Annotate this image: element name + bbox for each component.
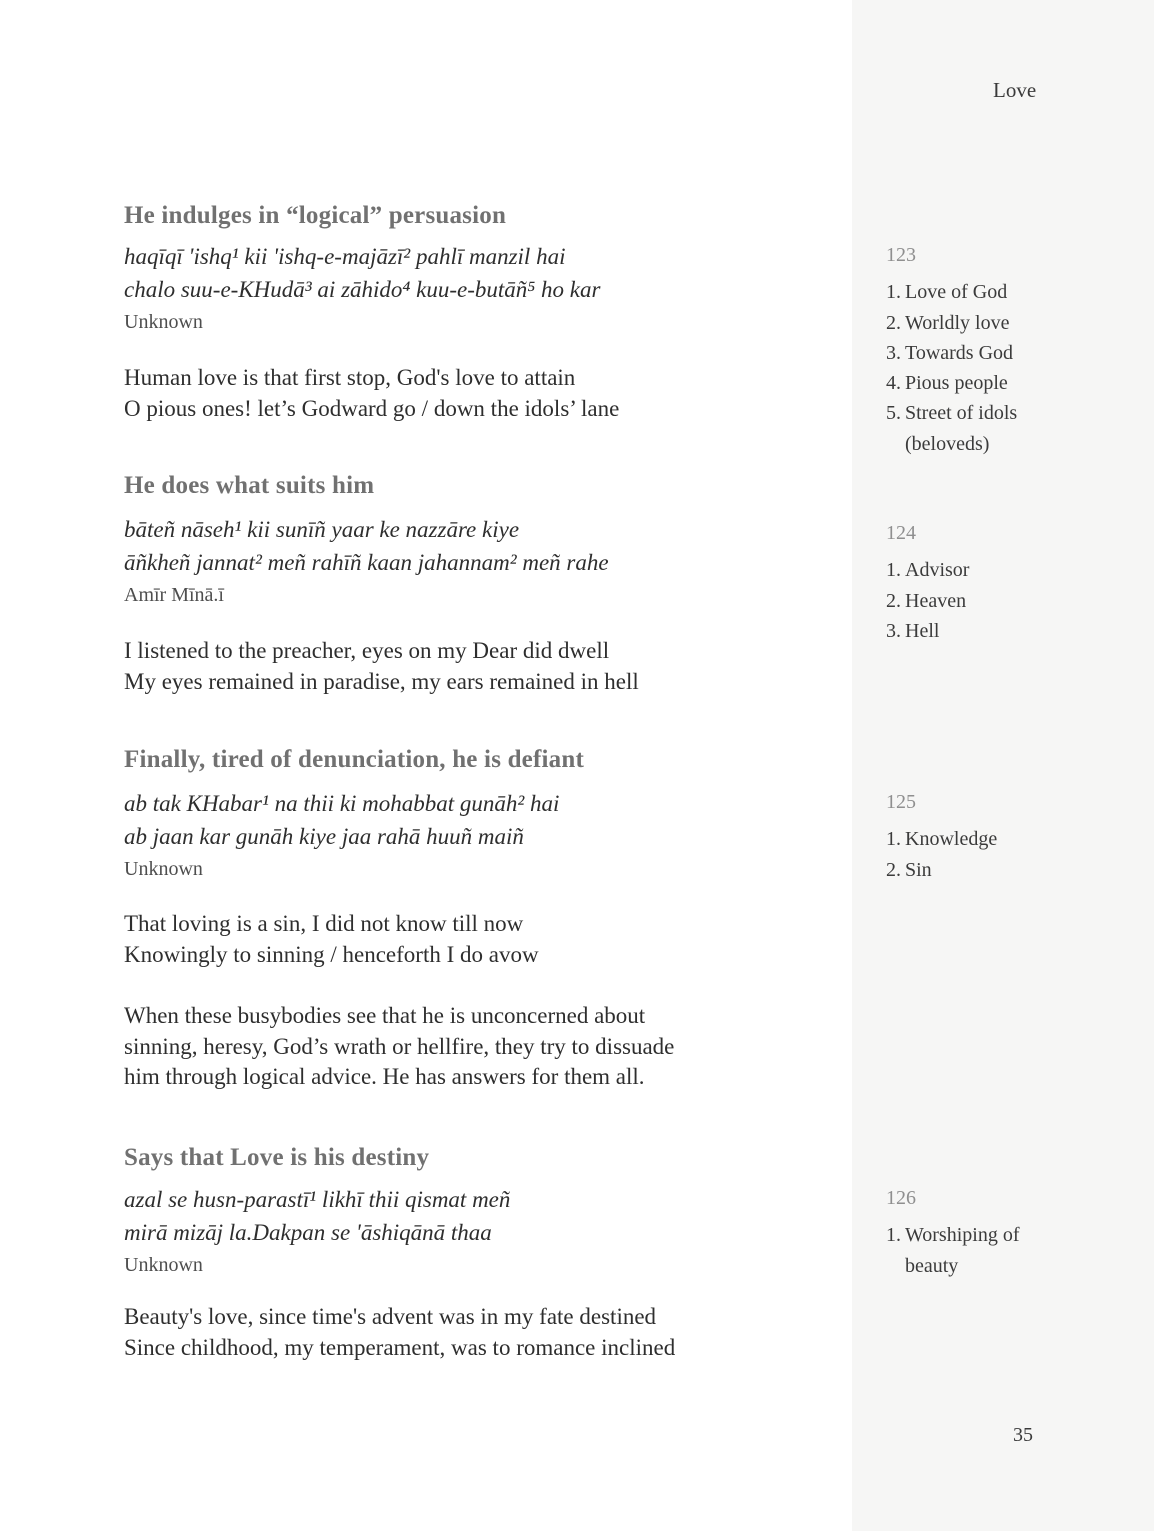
note-item-marker: 4. xyxy=(886,372,901,395)
note-item xyxy=(886,277,1136,307)
couplet-3 xyxy=(124,787,854,886)
verse-number: 124 xyxy=(886,522,916,544)
note-line: Pious people xyxy=(905,372,1008,395)
translation-2 xyxy=(124,636,864,697)
note-item-text xyxy=(905,616,939,646)
note-item xyxy=(886,368,1136,398)
translation-line: Beauty's love, since time's advent was in my fate destined xyxy=(124,1304,657,1329)
couplet-line: chalo suu-e-KHudā³ ai zāhido⁴ kuu-e-butāñ⁵ ho kar xyxy=(124,277,601,302)
note-item xyxy=(886,555,1136,585)
margin-note-124 xyxy=(886,518,1136,646)
translation-line: Since childhood, my temperament, was to romance inclined xyxy=(124,1334,676,1360)
couplet-line: mirā mizāj la.Dakpan se 'āshiqānā thaa xyxy=(124,1220,492,1245)
couplet-4 xyxy=(124,1183,854,1282)
note-item-marker: 2. xyxy=(886,589,901,612)
couplet-line: haqīqī 'ishq¹ kii 'ishq-e-majāzī² pahlī manzil hai xyxy=(124,244,566,269)
page-number: 35 xyxy=(1013,1424,1033,1446)
note-line: beauty xyxy=(905,1254,959,1277)
note-item-text xyxy=(905,308,1009,338)
margin-note-123 xyxy=(886,240,1136,459)
note-item-text xyxy=(905,368,1008,398)
couplet-line: ab jaan kar gunāh kiye jaa rahā huuñ maiñ xyxy=(124,824,524,849)
verse-number: 126 xyxy=(886,1187,916,1209)
commentary-line: him through logical advice. He has answers for them all. xyxy=(124,1064,645,1089)
verse-number: 123 xyxy=(886,244,916,266)
note-item-text xyxy=(905,855,932,885)
note-item xyxy=(886,1220,1136,1281)
note-line: Street of idols xyxy=(905,402,1018,425)
couplet-line: āñkheñ jannat² meñ rahīñ kaan jahannam² meñ rahe xyxy=(124,550,609,575)
note-item-marker: 1. xyxy=(886,281,901,304)
translation-1 xyxy=(124,363,864,424)
commentary-line: When these busybodies see that he is unconcerned about xyxy=(124,1003,646,1028)
note-item xyxy=(886,398,1136,459)
note-item-marker: 1. xyxy=(886,559,901,582)
note-item xyxy=(886,616,1136,646)
note-item xyxy=(886,308,1136,338)
note-item-text xyxy=(905,277,1007,307)
commentary-paragraph xyxy=(124,1001,864,1093)
poet-attribution: Unknown xyxy=(124,1254,203,1276)
section-heading-3: Finally, tired of denunciation, he is defiant xyxy=(124,745,584,773)
couplet-line: azal se husn-parastī¹ likhī thii qismat meñ xyxy=(124,1187,511,1212)
note-line: Worldly love xyxy=(905,311,1010,334)
note-item-marker: 1. xyxy=(886,828,901,851)
translation-line: O pious ones! let’s Godward go / down the idols’ lane xyxy=(124,395,620,421)
running-header: Love xyxy=(993,78,1037,102)
poet-attribution: Unknown xyxy=(124,311,203,333)
note-item xyxy=(886,824,1136,854)
note-item-marker: 3. xyxy=(886,341,901,364)
translation-3 xyxy=(124,909,864,970)
note-item-marker: 2. xyxy=(886,858,901,881)
poet-attribution: Unknown xyxy=(124,858,203,880)
translation-line: Knowingly to sinning / henceforth I do avow xyxy=(124,941,539,967)
translation-line: That loving is a sin, I did not know till now xyxy=(124,911,524,936)
note-line: Knowledge xyxy=(905,828,998,851)
note-item-text xyxy=(905,338,1013,368)
margin-note-126 xyxy=(886,1183,1136,1281)
note-item-marker: 2. xyxy=(886,311,901,334)
section-heading-4: Says that Love is his destiny xyxy=(124,1143,430,1171)
note-line: Worshiping of xyxy=(905,1224,1020,1247)
note-item-text xyxy=(905,555,969,585)
translation-4 xyxy=(124,1302,864,1363)
note-line: Advisor xyxy=(905,559,970,582)
couplet-line: bāteñ nāseh¹ kii sunīñ yaar ke nazzāre kiye xyxy=(124,517,520,542)
note-item xyxy=(886,338,1136,368)
translation-line: Human love is that first stop, God's love to attain xyxy=(124,365,576,390)
note-item-marker: 3. xyxy=(886,619,901,642)
note-line: Towards God xyxy=(905,341,1014,364)
note-item-marker: 1. xyxy=(886,1224,901,1247)
note-item-text xyxy=(905,1220,1020,1281)
couplet-1 xyxy=(124,240,854,339)
margin-note-125 xyxy=(886,787,1136,885)
margin-column xyxy=(852,0,1154,1531)
note-line: Hell xyxy=(905,619,940,642)
note-item-text xyxy=(905,398,1017,459)
section-heading-1: He indulges in “logical” persuasion xyxy=(124,201,507,229)
commentary-line: sinning, heresy, God’s wrath or hellfire, they try to dissuade xyxy=(124,1033,675,1059)
note-line: Sin xyxy=(905,858,932,881)
couplet-2 xyxy=(124,513,854,612)
note-item-text xyxy=(905,824,997,854)
translation-line: I listened to the preacher, eyes on my Dear did dwell xyxy=(124,638,610,663)
couplet-line: ab tak KHabar¹ na thii ki mohabbat gunāh² hai xyxy=(124,791,560,816)
note-item xyxy=(886,855,1136,885)
note-line: Heaven xyxy=(905,589,967,612)
note-item xyxy=(886,586,1136,616)
section-heading-2: He does what suits him xyxy=(124,471,375,499)
poet-attribution: Amīr Mīnā.ī xyxy=(124,584,224,606)
translation-line: My eyes remained in paradise, my ears remained in hell xyxy=(124,668,639,694)
note-line: Love of God xyxy=(905,281,1008,304)
note-line: (beloveds) xyxy=(905,432,990,455)
note-item-marker: 5. xyxy=(886,402,901,425)
verse-number: 125 xyxy=(886,791,916,813)
note-item-text xyxy=(905,586,966,616)
